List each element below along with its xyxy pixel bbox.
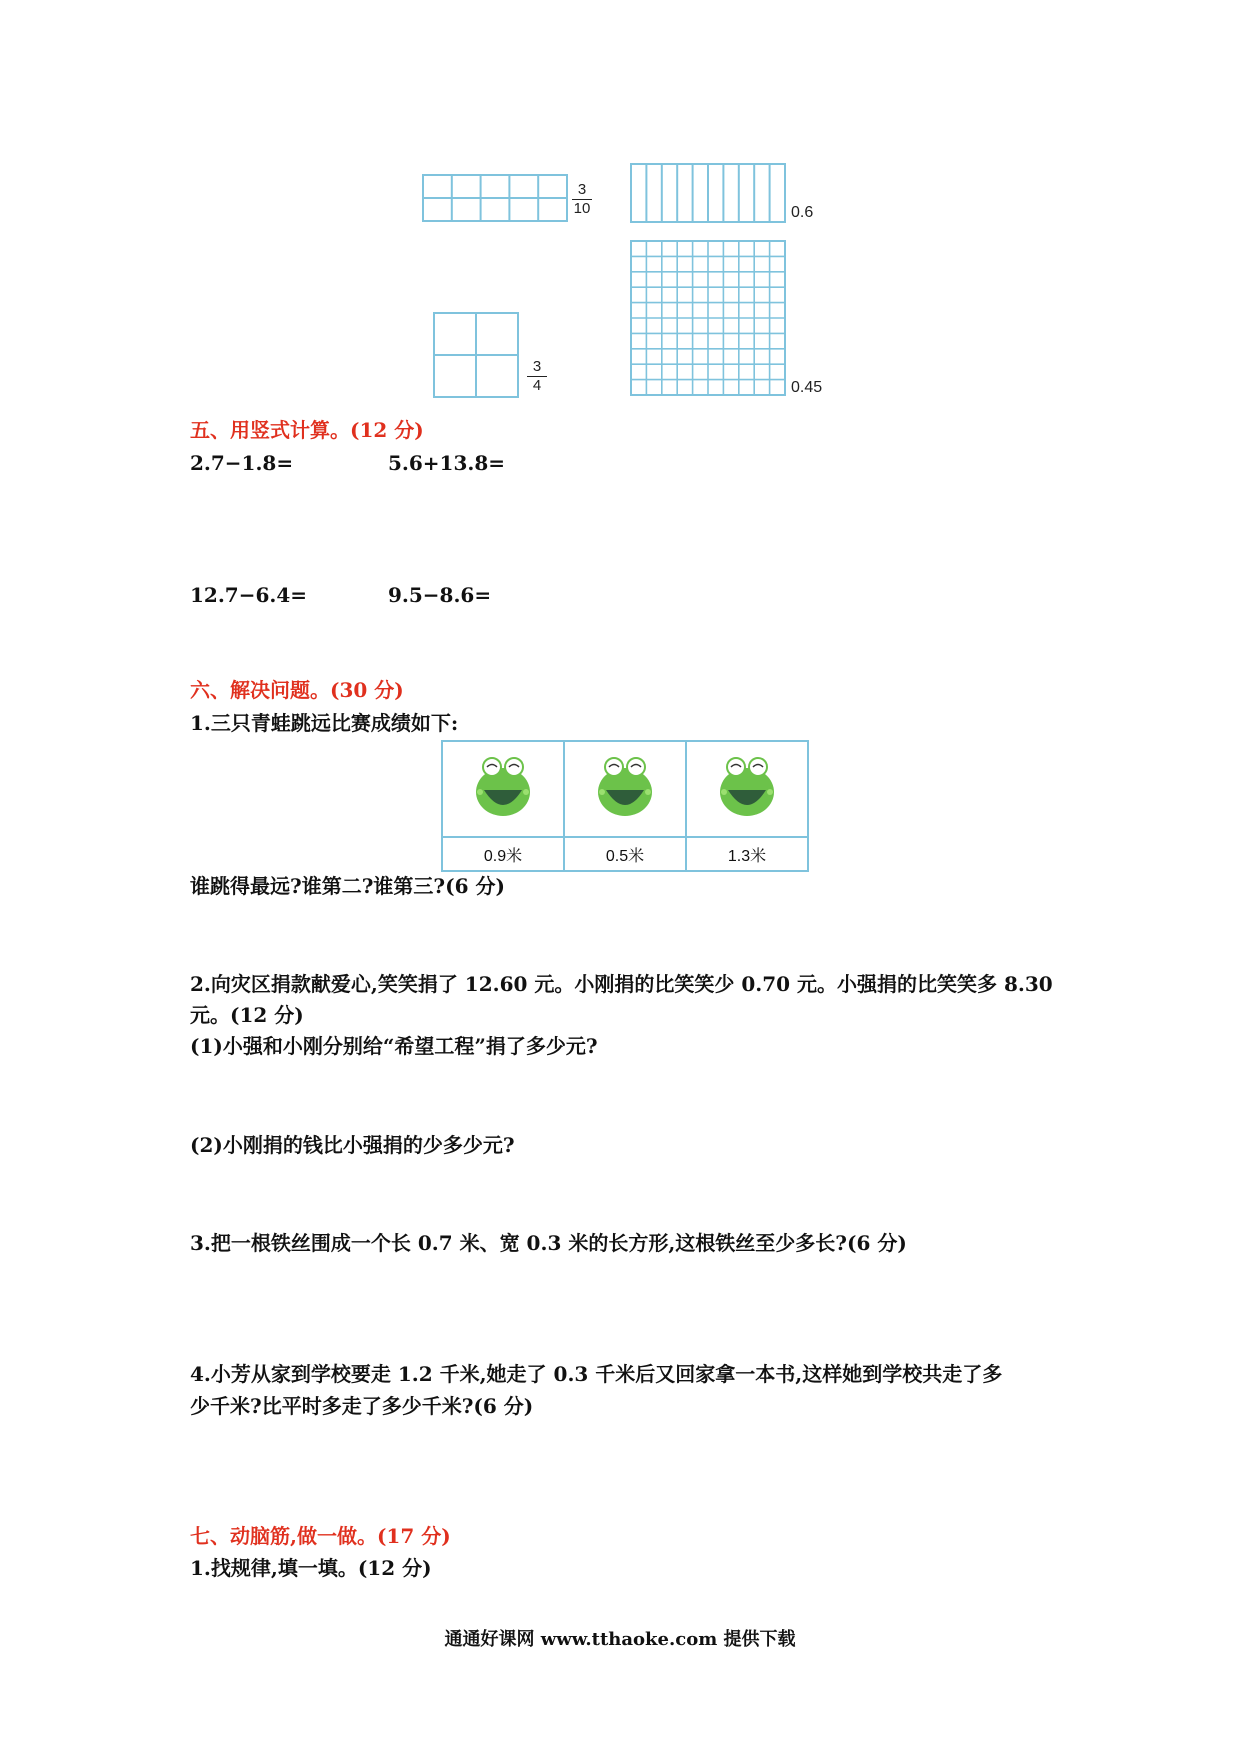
frog-cell-1 xyxy=(442,741,564,837)
frog-cell-3 xyxy=(686,741,808,837)
q3: 3.把一根铁丝围成一个长 0.7 米、宽 0.3 米的长方形,这根铁丝至少多长?(6 分) xyxy=(190,1231,907,1255)
decimal-0-6: 0.6 xyxy=(791,204,814,221)
fraction-numerator: 3 xyxy=(577,181,587,198)
fraction-denominator: 10 xyxy=(573,200,591,217)
fraction-3-10 xyxy=(572,182,592,217)
problem-3: 12.7−6.4= xyxy=(190,583,308,607)
q2-sub-2: (2)小刚捐的钱比小强捐的少多少元? xyxy=(190,1133,515,1157)
q2-line-1: 2.向灾区捐款献爱心,笑笑捐了 12.60 元。小刚捐的比笑笑少 0.70 元。小强捐的比笑笑多 8.30 xyxy=(190,972,1053,996)
q1-question: 谁跳得最远?谁第二?谁第三?(6 分) xyxy=(190,874,505,898)
q2-line-2: 元。(12 分) xyxy=(190,1003,304,1027)
frog-length-2: 0.5米 xyxy=(564,837,686,871)
frog-icon xyxy=(468,752,538,822)
grid-2x2-figure xyxy=(433,312,519,398)
section-5-heading: 五、用竖式计算。(12 分) xyxy=(190,418,424,442)
frog-length-3: 1.3米 xyxy=(686,837,808,871)
grid-10x10-figure xyxy=(630,240,786,396)
section-6-heading: 六、解决问题。(30 分) xyxy=(190,678,404,702)
fraction-denominator: 4 xyxy=(532,377,542,394)
frog-cell-2 xyxy=(564,741,686,837)
strips-10-figure xyxy=(630,163,786,223)
problem-1: 2.7−1.8= xyxy=(190,451,294,475)
decimal-0-45: 0.45 xyxy=(791,379,823,396)
q4-line-2: 少千米?比平时多走了多少千米?(6 分) xyxy=(190,1394,534,1418)
fraction-3-4 xyxy=(527,359,547,394)
problem-2: 5.6+13.8= xyxy=(388,451,506,475)
section-7-q1: 1.找规律,填一填。(12 分) xyxy=(190,1556,432,1580)
frog-icon xyxy=(590,752,660,822)
section-7-heading: 七、动脑筋,做一做。(17 分) xyxy=(190,1524,451,1548)
grid-2x5-figure xyxy=(422,174,568,222)
frog-table xyxy=(441,740,809,872)
problem-4: 9.5−8.6= xyxy=(388,583,492,607)
fraction-numerator: 3 xyxy=(532,358,542,375)
frog-icon xyxy=(712,752,782,822)
page-footer: 通通好课网 www.tthaoke.com 提供下载 xyxy=(444,1629,796,1650)
q2-sub-1: (1)小强和小刚分别给“希望工程”捐了多少元? xyxy=(190,1034,598,1058)
frog-length-1: 0.9米 xyxy=(442,837,564,871)
q4-line-1: 4.小芳从家到学校要走 1.2 千米,她走了 0.3 千米后又回家拿一本书,这样她到学校共走了多 xyxy=(190,1362,1003,1386)
q1-intro: 1.三只青蛙跳远比赛成绩如下: xyxy=(190,711,459,735)
